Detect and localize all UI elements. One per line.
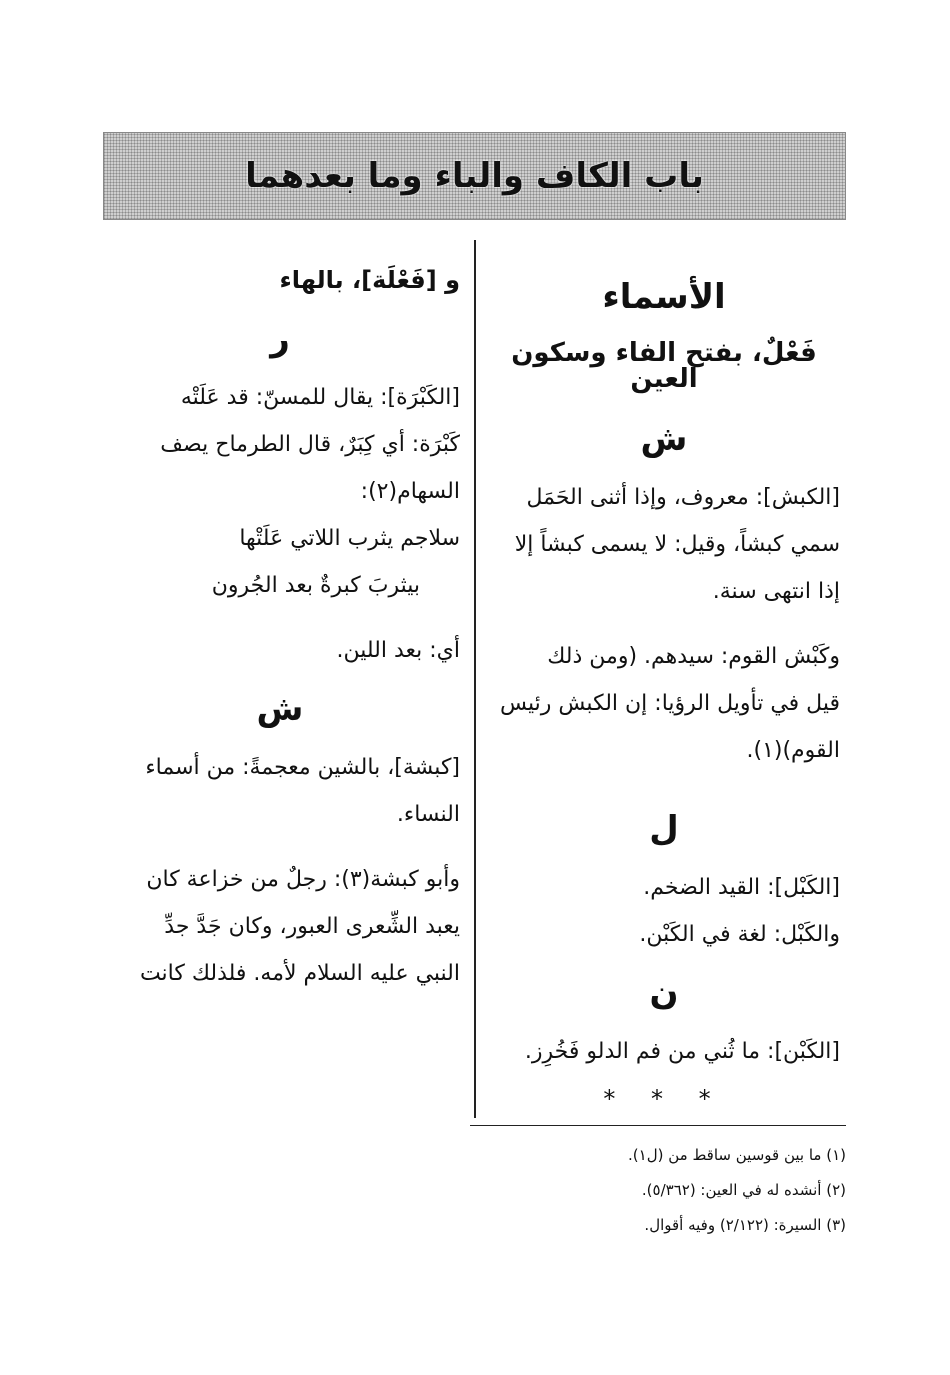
entry-paragraph: [الكبش]: معروف، وإذا أثنى الحَمَل سمي كبشاً، وقيل: لا يسمى كبشاً إلا إذا انتهى سنة. [514,485,840,604]
footnote: (٣) السيرة: (٢/١٢٢) وفيه أقوال. [644,1216,846,1234]
section-end-stars: * * * [603,1085,725,1113]
letter-heading: ر [270,319,290,359]
section-heading: الأسماء [602,277,726,317]
left-column [100,260,460,997]
verse-line: سلاجم يثرب اللاتي عَلَتْها [239,526,460,551]
chapter-title: باب الكاف والباء وما بعدهما [245,156,704,196]
letter-heading: ش [256,689,304,729]
chapter-banner [103,132,846,220]
entry-paragraph: أي: بعد اللين. [336,638,460,663]
footnotes [470,1138,846,1243]
letter-heading: ش [640,419,688,459]
column-divider [474,240,476,1118]
footnote: (٢) أنشده له في العين: (٥/٣٦٢). [641,1181,846,1199]
entry-paragraph: [الكَبْن]: ما ثُني من فم الدلو فَخُرِز. [524,1039,840,1064]
entry-paragraph: [كبشة]، بالشين معجمةً: من أسماء النساء. [145,755,460,827]
section-heading: و [فَعْلَة]، بالهاء [279,266,460,294]
footnote: (١) ما بين قوسين ساقط من (ل١). [628,1146,846,1164]
footnote-rule [470,1125,846,1126]
entry-paragraph: وكَبْش القوم: سيدهم. (ومن ذلك قيل في تأويل الرؤيا: إن الكبش رئيس القوم)(١). [499,644,840,763]
right-column [488,260,840,1113]
letter-heading: ل [649,809,679,849]
entry-paragraph: وأبو كبشة(٣): رجلٌ من خزاعة كان يعبد الشِّعرى العبور، وكان جَدَّ جدِّ النبي عليه السلام لأمه. فلذلك كانت [139,867,460,986]
section-subheading: فَعْلٌ، بفتح الفاء وسكون العين [511,338,817,394]
verse-line: بيثربَ كبرةٌ بعد الجُرون [211,573,420,598]
entry-paragraph: [الكَبْل]: القيد الضخم. [643,875,840,900]
entry-paragraph: والكَبْل: لغة في الكَبْن. [639,922,840,947]
letter-heading: ن [649,973,679,1013]
entry-paragraph: [الكَبْرَة]: يقال للمسنّ: قد عَلَتْه كَبْرَة: أي كِبَرٌ، قال الطرماح يصف السهام(٢): [160,385,460,504]
